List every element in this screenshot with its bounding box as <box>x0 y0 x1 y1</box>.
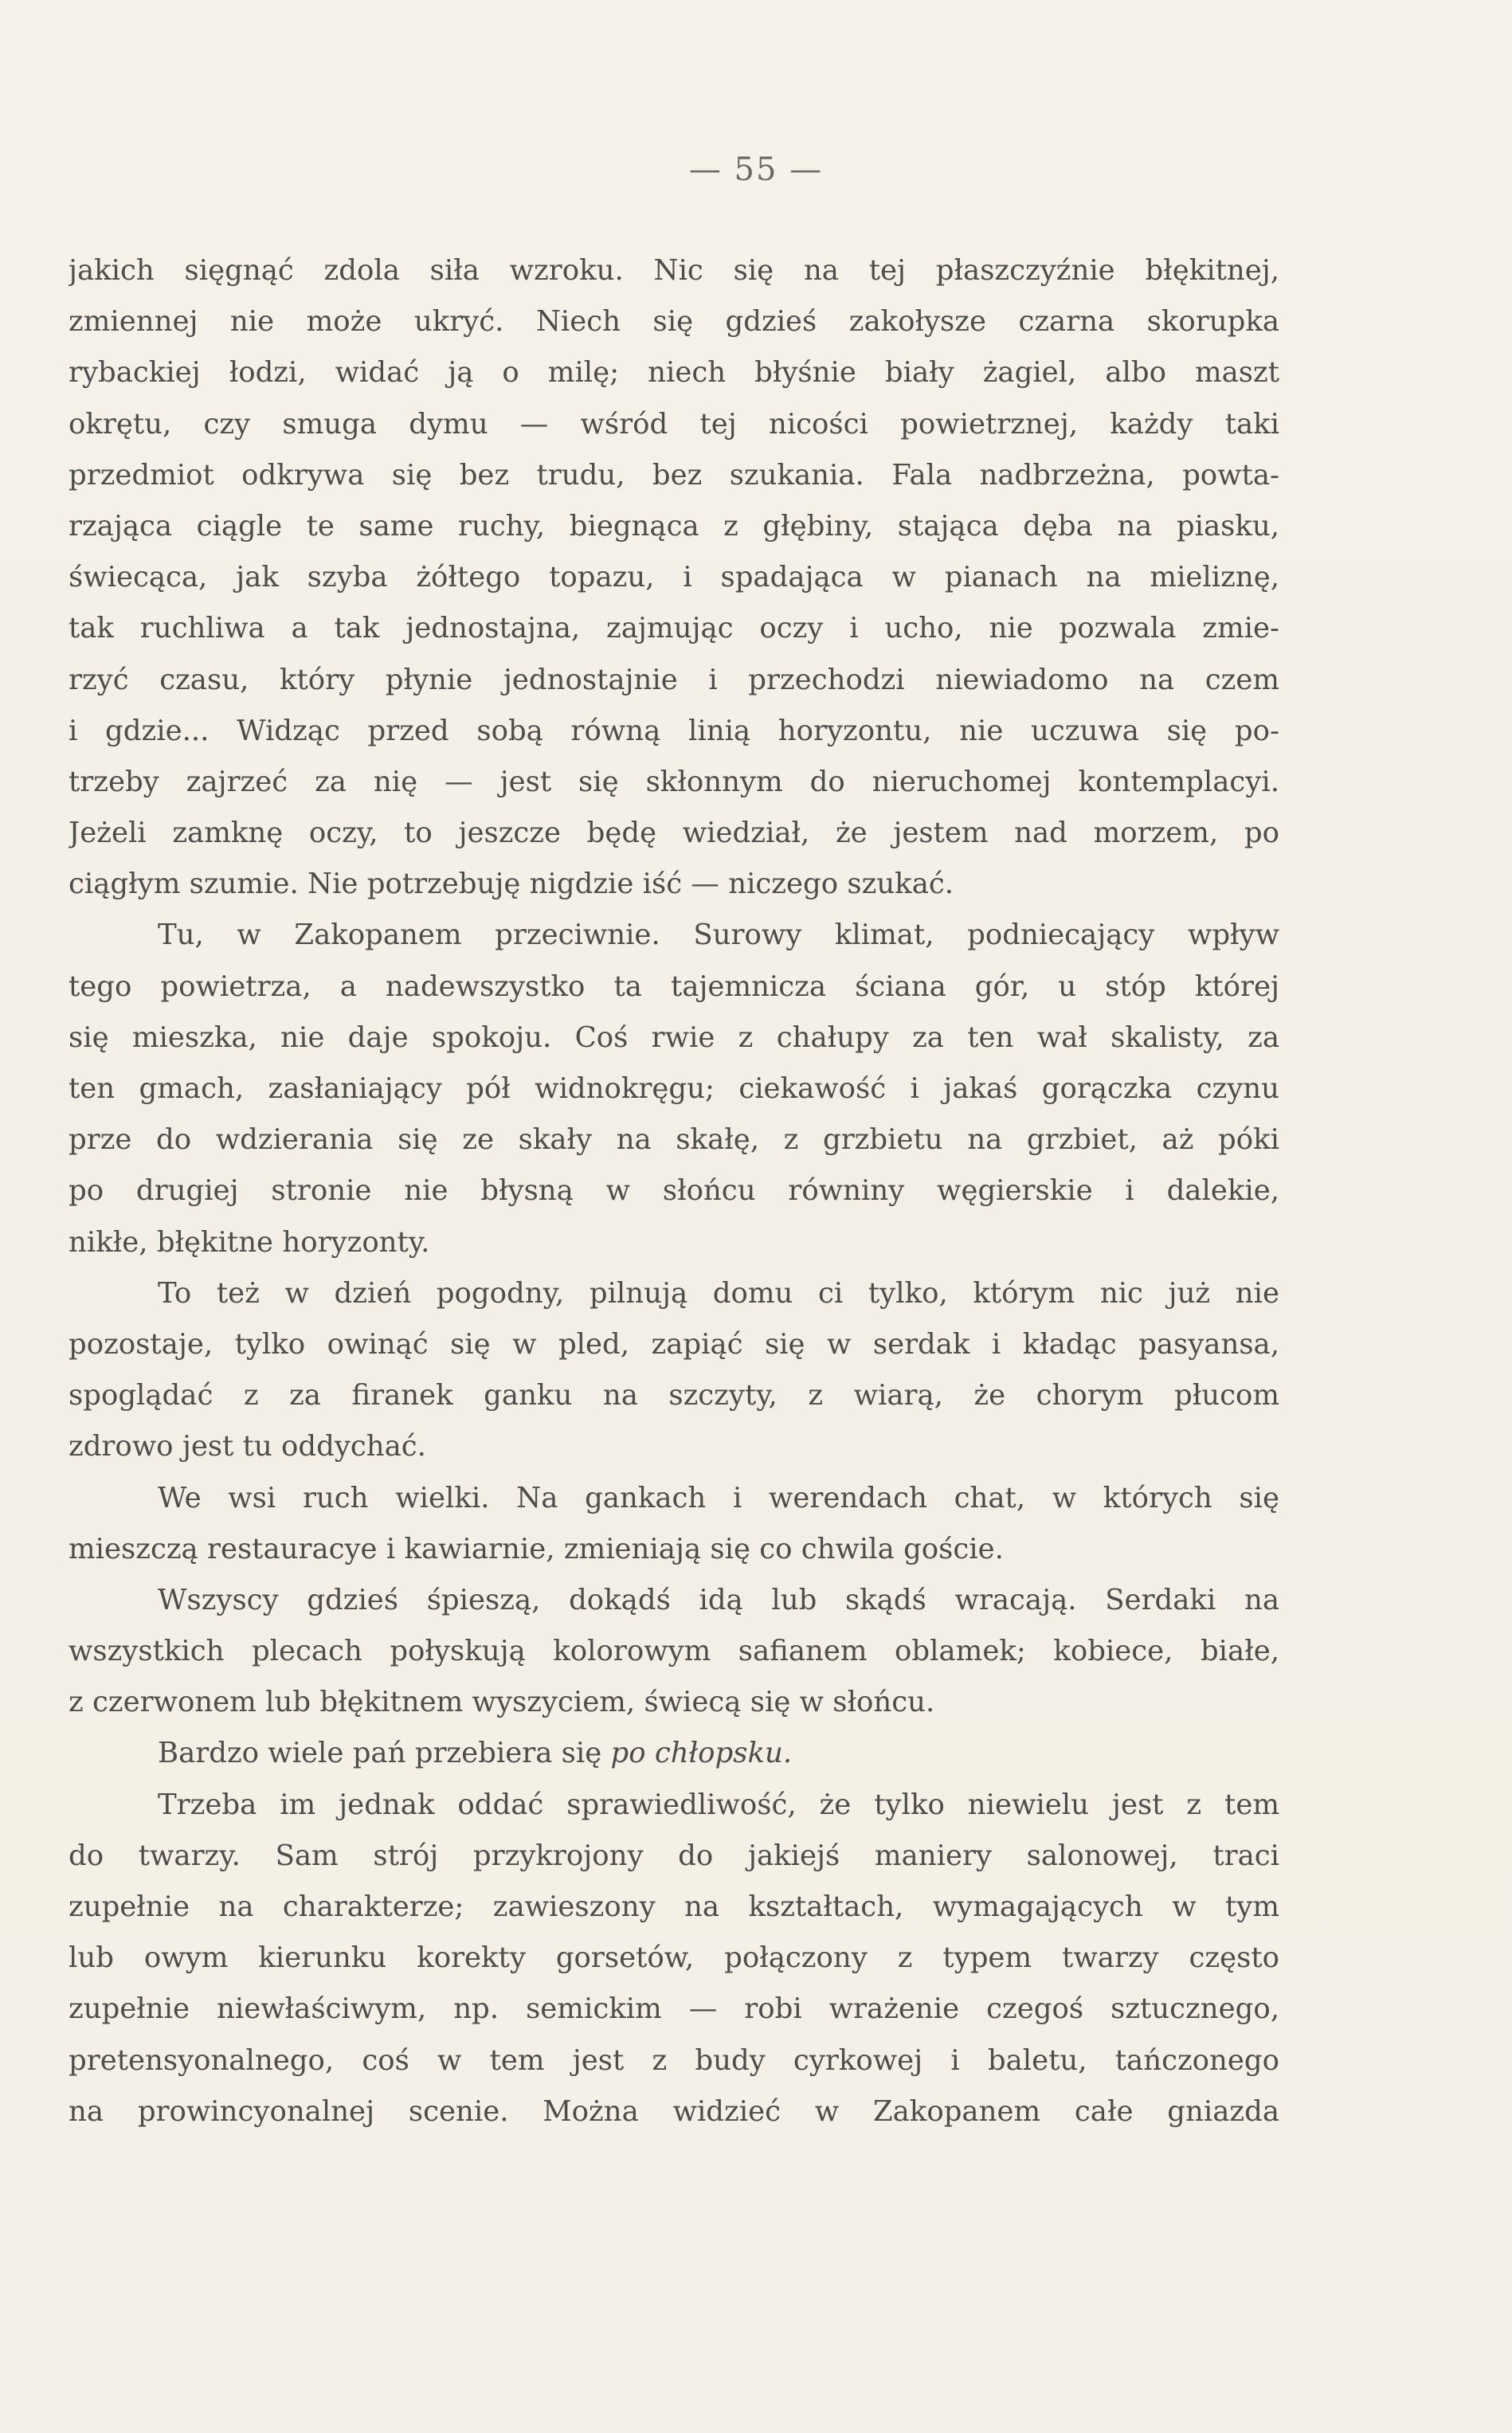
text-line <box>69 1575 1279 1626</box>
text-line <box>69 808 1279 859</box>
text-line-content: ten gmach, zasłaniający pół widnokręgu; ciekawość i jakaś gorączka czynu <box>69 1072 1279 1105</box>
text-line <box>69 1166 1279 1216</box>
text-line-content: świecąca, jak szyba żółtego topazu, i spadająca w pianach na mieliznę, <box>69 561 1279 594</box>
text-line-content: z czerwonem lub błękitnem wyszyciem, świecą się w słońcu. <box>69 1686 935 1719</box>
text-line <box>69 1064 1279 1115</box>
text-line <box>69 706 1279 757</box>
text-line-content: zupełnie na charakterze; zawieszony na kształtach, wymagających w tym <box>69 1890 1279 1923</box>
text-line <box>69 1473 1279 1524</box>
text-line <box>69 1013 1279 1064</box>
text-line-content: tak ruchliwa a tak jednostajna, zajmując oczy i ucho, nie pozwala zmie- <box>69 612 1279 645</box>
text-line <box>69 347 1279 398</box>
text-line-content: i gdzie... Widząc przed sobą równą linią horyzontu, nie uczuwa się po- <box>69 714 1279 747</box>
text-line-content: na prowincyonalnej scenie. Można widzieć w Zakopanem całe gniazda <box>69 2094 1279 2128</box>
text-line-content: spoglądać z za firanek ganku na szczyty, z wiarą, że chorym płucom <box>69 1379 1279 1412</box>
text-line <box>69 1831 1279 1882</box>
text-line <box>69 450 1279 501</box>
text-line <box>69 399 1279 450</box>
italic-phrase: po chłopsku. <box>610 1737 793 1770</box>
text-line-content: lub owym kierunku korekty gorsetów, połączony z typem twarzy często <box>69 1941 1279 1975</box>
page-number: — 55 — <box>688 151 824 188</box>
text-line <box>69 1933 1279 1984</box>
text-line <box>69 757 1279 808</box>
text-line <box>69 501 1279 552</box>
text-line <box>69 1780 1279 1831</box>
text-line-content: rzająca ciągle te same ruchy, biegnąca z głębiny, stająca dęba na piasku, <box>69 509 1279 543</box>
text-line-content: ciągłym szumie. Nie potrzebuję nigdzie iść — niczego szukać. <box>69 868 954 901</box>
text-line <box>69 1115 1279 1166</box>
text-line <box>69 603 1279 654</box>
text-line-content: zmiennej nie może ukryć. Niech się gdzieś zakołysze czarna skorupka <box>69 305 1279 339</box>
text-line <box>69 1421 1279 1472</box>
text-line <box>69 552 1279 603</box>
text-line-content: przedmiot odkrywa się bez trudu, bez szukania. Fala nadbrzeżna, powta- <box>69 458 1279 492</box>
text-line <box>69 1217 1279 1268</box>
text-line-content: tego powietrza, a nadewszystko ta tajemnicza ściana gór, u stóp której <box>69 970 1279 1003</box>
text-line-content: Jeżeli zamknę oczy, to jeszcze będę wiedział, że jestem nad morzem, po <box>69 817 1279 850</box>
body-text <box>69 245 1279 2137</box>
text-line-content: okrętu, czy smuga dymu — wśród tej nicości powietrznej, każdy taki <box>69 407 1279 441</box>
text-line-content: rybackiej łodzi, widać ją o milę; niech błyśnie biały żagiel, albo maszt <box>69 356 1279 390</box>
text-line <box>69 2035 1279 2086</box>
text-line-content: po drugiej stronie nie błysną w słońcu równiny węgierskie i dalekie, <box>69 1174 1279 1208</box>
text-line <box>69 245 1279 296</box>
text-line-content: pretensyonalnego, coś w tem jest z budy cyrkowej i baletu, tańczonego <box>69 2043 1279 2077</box>
text-line <box>69 1728 1279 1779</box>
text-line-content: mieszczą restauracye i kawiarnie, zmieniają się co chwila goście. <box>69 1532 1004 1565</box>
text-line-content: Bardzo wiele pań przebiera się <box>158 1737 611 1770</box>
text-line <box>69 1626 1279 1677</box>
text-line <box>69 962 1279 1013</box>
text-line-content: do twarzy. Sam strój przykrojony do jakiejś maniery salonowej, traci <box>69 1839 1279 1872</box>
text-line-content: nikłe, błękitne horyzonty. <box>69 1225 430 1259</box>
text-line-content: Tu, w Zakopanem przeciwnie. Surowy klimat, podniecający wpływ <box>158 919 1279 952</box>
text-line <box>69 1524 1279 1575</box>
text-line-content: pozostaje, tylko owinąć się w pled, zapiąć się w serdak i kładąc pasyansa, <box>69 1327 1279 1361</box>
text-line-content: Trzeba im jednak oddać sprawiedliwość, że tylko niewielu jest z tem <box>158 1788 1279 1821</box>
text-line-content: zupełnie niewłaściwym, np. semickim — robi wrażenie czegoś sztucznego, <box>69 1992 1279 2026</box>
text-line <box>69 1319 1279 1370</box>
text-line <box>69 1268 1279 1319</box>
text-line <box>69 1370 1279 1421</box>
text-line <box>69 655 1279 706</box>
text-line-content: trzeby zajrzeć za nię — jest się skłonnym do nieruchomej kontemplacyi. <box>69 765 1279 798</box>
text-line-content: się mieszka, nie daje spokoju. Coś rwie z chałupy za ten wał skalisty, za <box>69 1021 1279 1054</box>
text-line <box>69 1984 1279 2035</box>
text-line-content: zdrowo jest tu oddychać. <box>69 1430 426 1463</box>
text-line-content: rzyć czasu, który płynie jednostajnie i przechodzi niewiadomo na czem <box>69 663 1279 696</box>
text-line-content: wszystkich plecach połyskują kolorowym safianem oblamek; kobiece, białe, <box>69 1635 1279 1668</box>
text-line-content: To też w dzień pogodny, pilnują domu ci tylko, którym nic już nie <box>158 1276 1279 1310</box>
text-line-content: jakich sięgnąć zdola siła wzroku. Nic się na tej płaszczyźnie błękitnej, <box>69 254 1279 287</box>
text-line <box>69 859 1279 910</box>
text-line <box>69 1677 1279 1728</box>
text-line <box>69 296 1279 347</box>
text-line-content: We wsi ruch wielki. Na gankach i werendach chat, w których się <box>158 1481 1279 1514</box>
text-line <box>69 910 1279 961</box>
text-line <box>69 1882 1279 1933</box>
text-line <box>69 2086 1279 2137</box>
text-line-content: Wszyscy gdzieś śpieszą, dokądś idą lub skądś wracają. Serdaki na <box>158 1583 1279 1616</box>
text-line-content: prze do wdzierania się ze skały na skałę, z grzbietu na grzbiet, aż póki <box>69 1123 1279 1157</box>
